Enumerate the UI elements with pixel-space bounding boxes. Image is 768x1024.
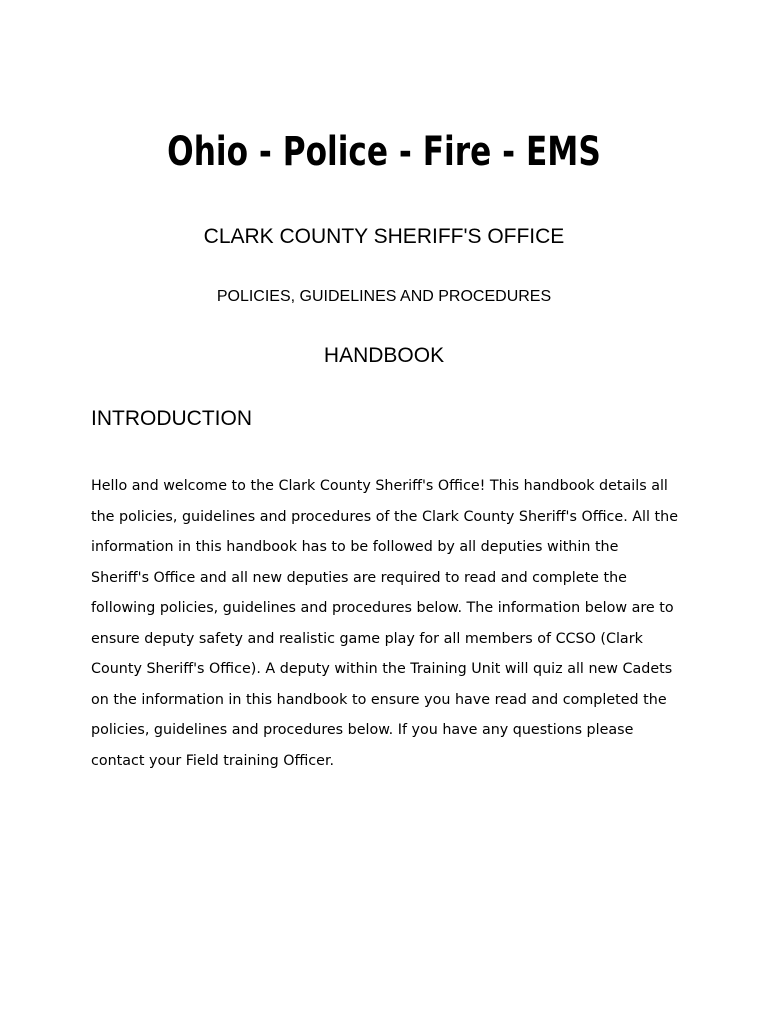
paragraph-line: information in this handbook has to be followed by all deputies within the xyxy=(91,539,619,555)
document-title: Ohio - Police - Fire - EMS xyxy=(167,129,601,175)
section-heading: INTRODUCTION xyxy=(91,407,252,430)
introduction-paragraph xyxy=(91,471,691,776)
paragraph-line: on the information in this handbook to ensure you have read and completed the xyxy=(91,691,667,708)
paragraph-line: contact your Field training Officer. xyxy=(91,752,335,769)
paragraph-line: ensure deputy safety and realistic game play for all members of CCSO (Clark xyxy=(91,630,643,647)
document-subtitle: POLICIES, GUIDELINES AND PROCEDURES xyxy=(216,288,552,305)
paragraph-line: Sheriff's Office and all new deputies are required to read and complete the xyxy=(91,569,627,586)
paragraph-line: following policies, guidelines and procedures below. The information below are to xyxy=(91,600,674,616)
office-name: CLARK COUNTY SHERIFF'S OFFICE xyxy=(203,225,565,248)
handbook-heading: HANDBOOK xyxy=(323,344,445,367)
paragraph-line: Hello and welcome to the Clark County Sheriff's Office! This handbook details all xyxy=(91,478,668,494)
paragraph-line: policies, guidelines and procedures below. If you have any questions please xyxy=(91,722,634,738)
paragraph-line: the policies, guidelines and procedures of the Clark County Sheriff's Office. All the xyxy=(91,508,679,525)
paragraph-line: County Sheriff's Office). A deputy within the Training Unit will quiz all new Cadets xyxy=(91,661,673,677)
